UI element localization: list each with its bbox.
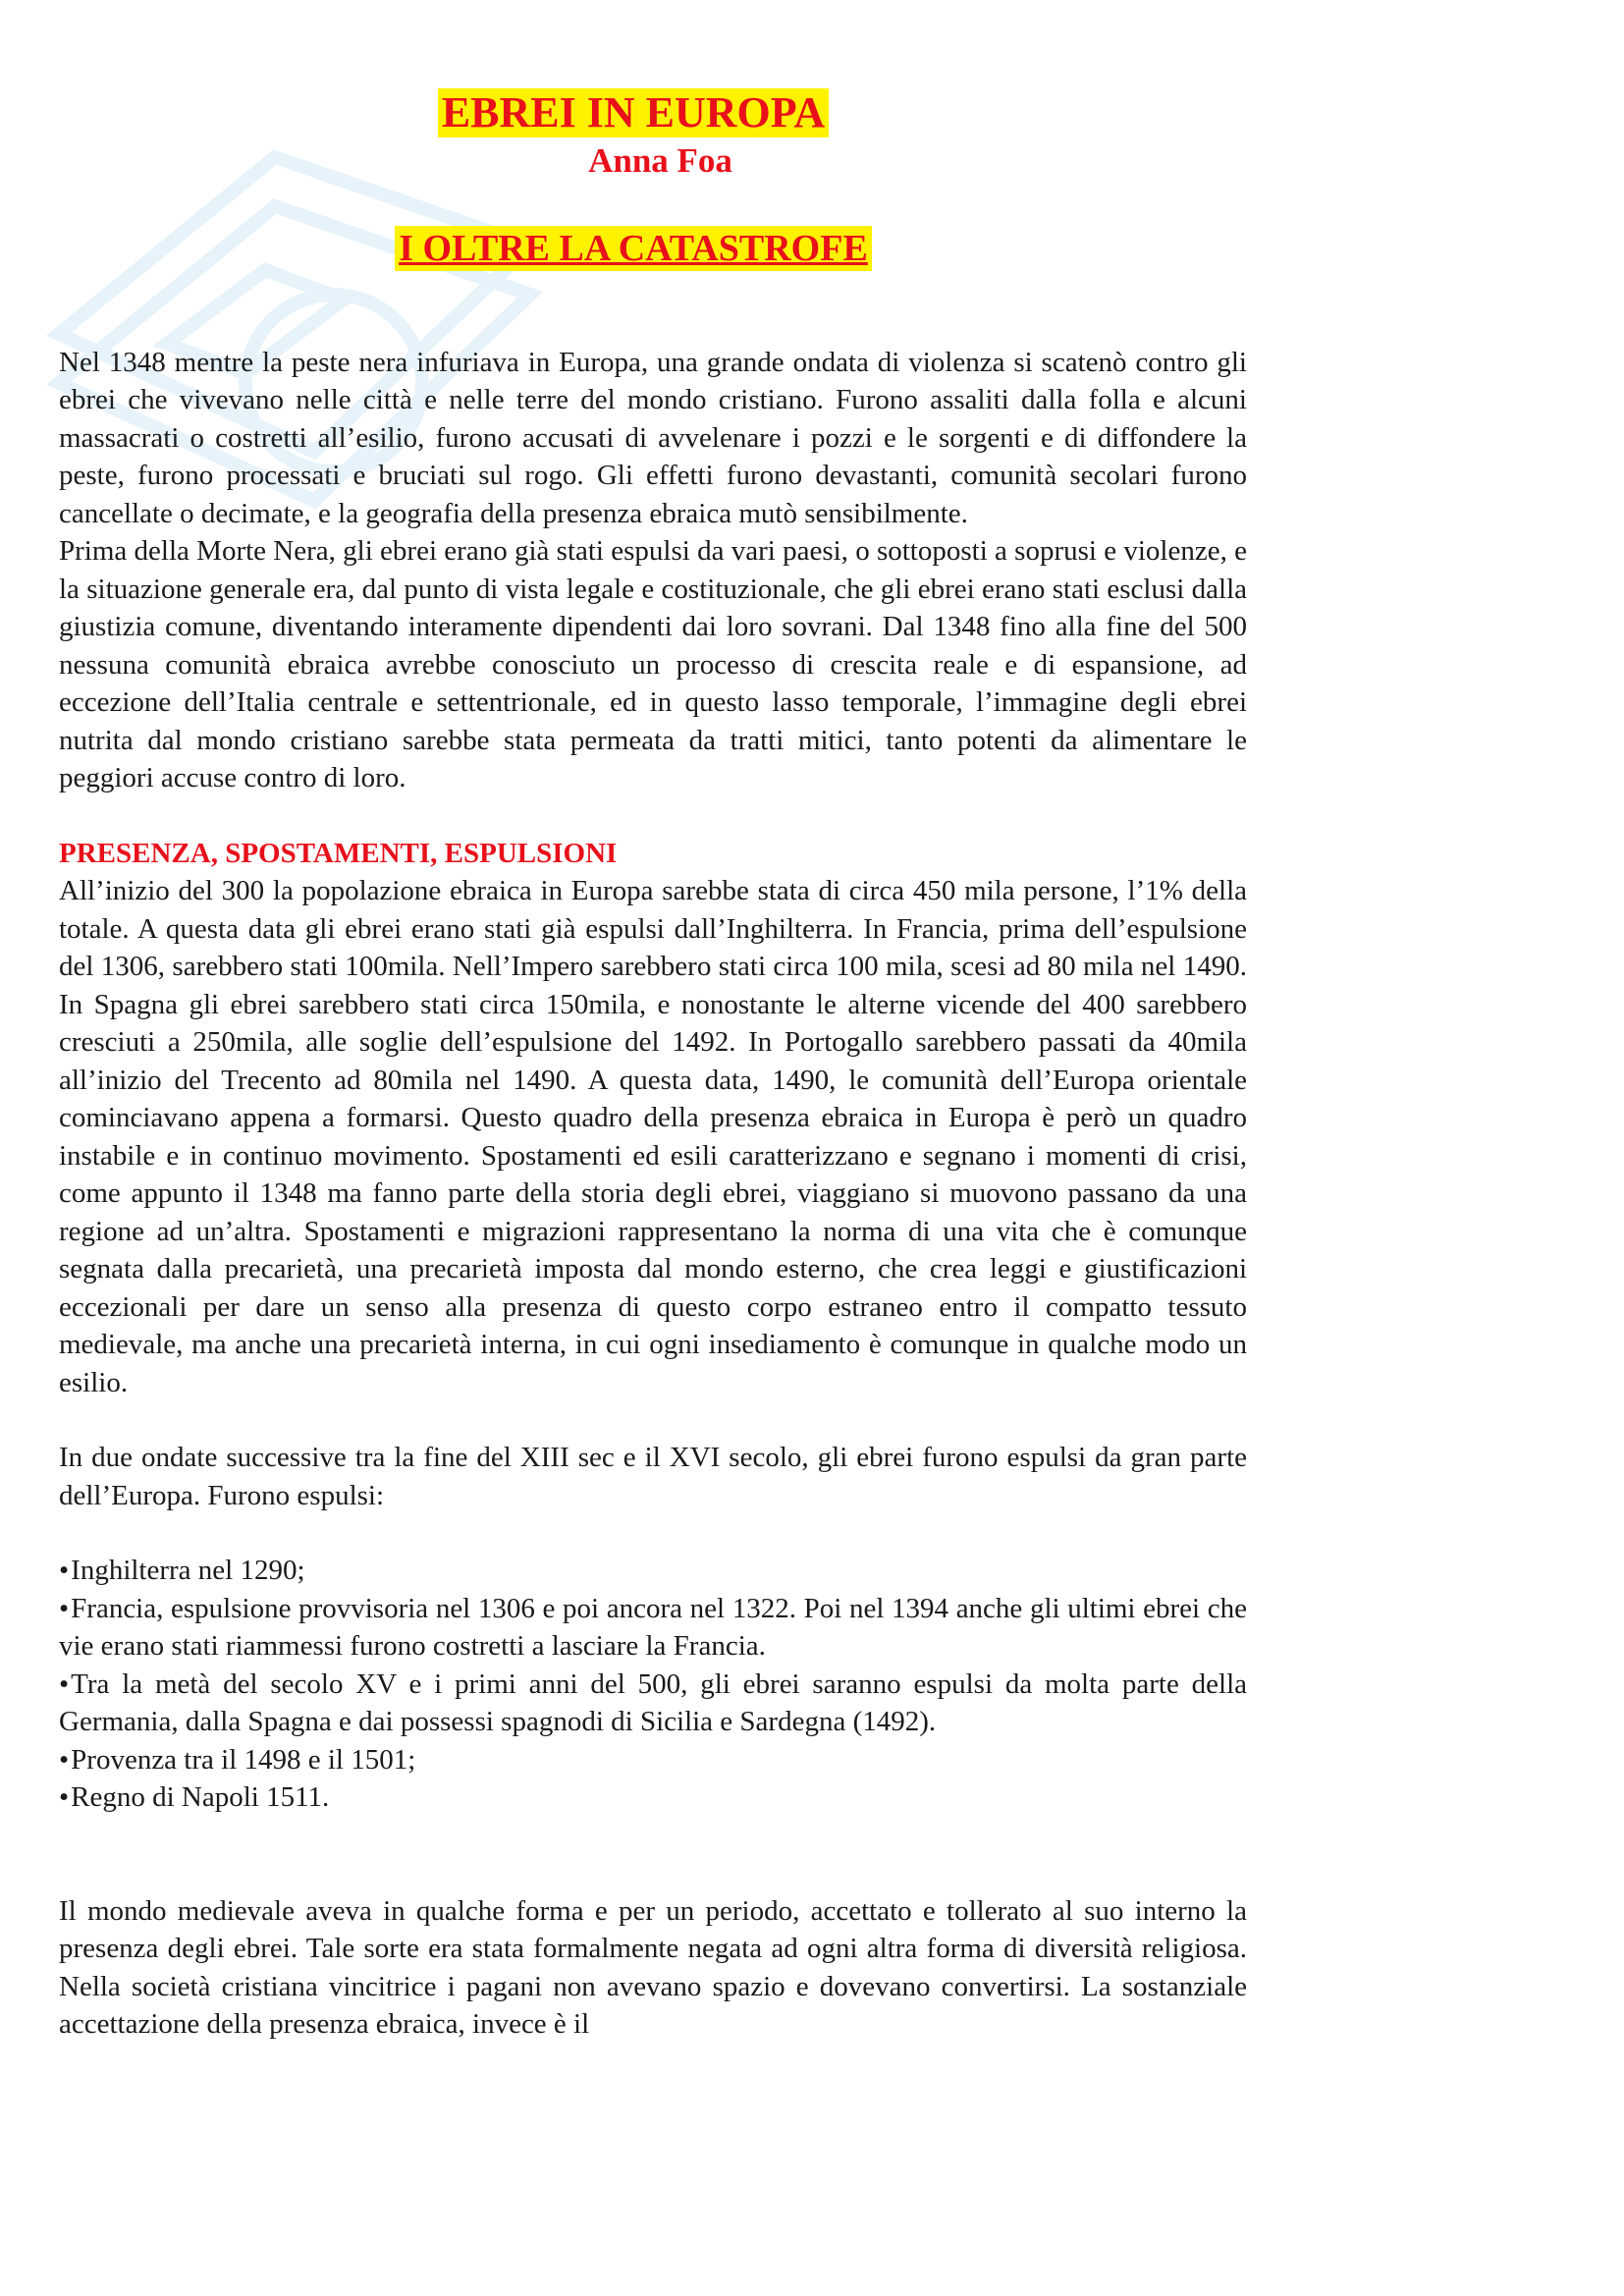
bullet-icon: • — [59, 1667, 70, 1700]
section-heading: PRESENZA, SPOSTAMENTI, ESPULSIONI — [59, 837, 618, 869]
expulsions-intro: In due ondate successive tra la fine del XIII sec e il XVI secolo, gli ebrei furono espulsi da gran parte dell’Europa. Furono espulsi: — [59, 1442, 1247, 1511]
chapter-title: I OLTRE LA CATASTROFE — [395, 226, 872, 271]
second-paragraph: Prima della Morte Nera, gli ebrei erano già stati espulsi da vari paesi, o sottoposti a soprusi e violenze, e la situazione generale era, dal punto di vista legale e costituzionale, che gli ebrei erano stati esclusi dalla giustizia comune, diventando interamente dipendenti dai loro sovrani. Dal 1348 fino alla fine del 500 nessuna comunità ebraica avrebbe conosciuto un processo di crescita reale e di espansione, ad eccezione dell’Italia centrale e settentrionale, ed in questo lasso temporale, l’immagine degli ebrei nutrita dal mondo cristiano sarebbe stata permeata da tratti mitici, tanto potenti da alimentare le peggiori accuse contro di loro. — [59, 535, 1247, 794]
bullet-icon: • — [59, 1555, 70, 1587]
list-item — [59, 1552, 1247, 1590]
document-author: Anna Foa — [588, 141, 732, 180]
list-item-text: Francia, espulsione provvisoria nel 1306 e poi ancora nel 1322. Poi nel 1394 anche gli ultimi ebrei che vie erano stati riammessi furono costretti a lasciare la Francia. — [59, 1592, 1247, 1663]
title-block — [98, 88, 1168, 302]
list-item — [59, 1666, 1247, 1741]
expulsions-list — [59, 1552, 1247, 1817]
document-title: EBREI IN EUROPA — [438, 88, 829, 137]
list-item-text: Tra la metà del secolo XV e i primi anni del 500, gli ebrei saranno espulsi da molta parte della Germania, dalla Spagna e dai possessi spagnodi di Sicilia e Sardegna (1492). — [59, 1667, 1247, 1738]
list-item — [59, 1778, 1247, 1817]
list-item-text: Regno di Napoli 1511. — [71, 1781, 330, 1814]
list-item — [59, 1590, 1247, 1666]
section-paragraph: All’inizio del 300 la popolazione ebraica in Europa sarebbe stata di circa 450 mila persone, l’1% della totale. A questa data gli ebrei erano stati già espulsi dall’Inghilterra. In Francia, prima dell’espulsione del 1306, sarebbero stati 100mila. Nell’Impero sarebbero stati circa 100 mila, scesi ad 80 mila nel 1490. In Spagna gli ebrei sarebbero stati circa 150mila, e nonostante le alterne vicende del 400 sarebbero cresciuti a 250mila, alle soglie dell’espulsione del 1492. In Portogallo sarebbero passati da 40mila all’inizio del Trecento ad 80mila nel 1490. A questa data, 1490, le comunità dell’Europa orientale cominciavano appena a formarsi. Questo quadro della presenza ebraica in Europa è però un quadro instabile e in continuo movimento. Spostamenti ed esili caratterizzano e segnano i momenti di crisi, come appunto il 1348 ma fanno parte della storia degli ebrei, viaggiano si muovono passano da una regione ad un’altra. Spostamenti e migrazioni rappresentano la norma di una vita che è comunque segnata dalla precarietà, una precarietà imposta dal mondo esterno, che crea leggi e giustificazioni eccezionali per dare un senso alla presenza di questo corpo estraneo entro il compatto tessuto medievale, ma anche una precarietà interna, in cui ogni insediamento è comunque in qualche modo un esilio. — [59, 875, 1247, 1398]
document-page — [59, 88, 1247, 2044]
bullet-icon: • — [59, 1781, 70, 1814]
list-item-text: Inghilterra nel 1290; — [71, 1555, 305, 1587]
bullet-icon: • — [59, 1592, 70, 1624]
closing-paragraph: Il mondo medievale aveva in qualche forma e per un periodo, accettato e tollerato al suo interno la presenza degli ebrei. Tale sorte era stata formalmente negata ad ogni altra forma di diversità religiosa. Nella società cristiana vincitrice i pagani non avevano spazio e dovevano convertirsi. La sostanziale accettazione della presenza ebraica, invece è il — [59, 1894, 1247, 2041]
intro-paragraph: Nel 1348 mentre la peste nera infuriava in Europa, una grande ondata di violenza si scatenò contro gli ebrei che vivevano nelle città e nelle terre del mondo cristiano. Furono assaliti dalla folla e alcuni massacrati o costretti all’esilio, furono accusati di avvelenare i pozzi e le sorgenti e di diffondere la peste, furono processati e bruciati sul rogo. Gli effetti furono devastanti, comunità secolari furono cancellate o decimate, e la geografia della presenza ebraica mutò sensibilmente. — [59, 346, 1247, 529]
list-item — [59, 1741, 1247, 1779]
list-item-text: Provenza tra il 1498 e il 1501; — [71, 1743, 416, 1776]
bullet-icon: • — [59, 1743, 70, 1776]
